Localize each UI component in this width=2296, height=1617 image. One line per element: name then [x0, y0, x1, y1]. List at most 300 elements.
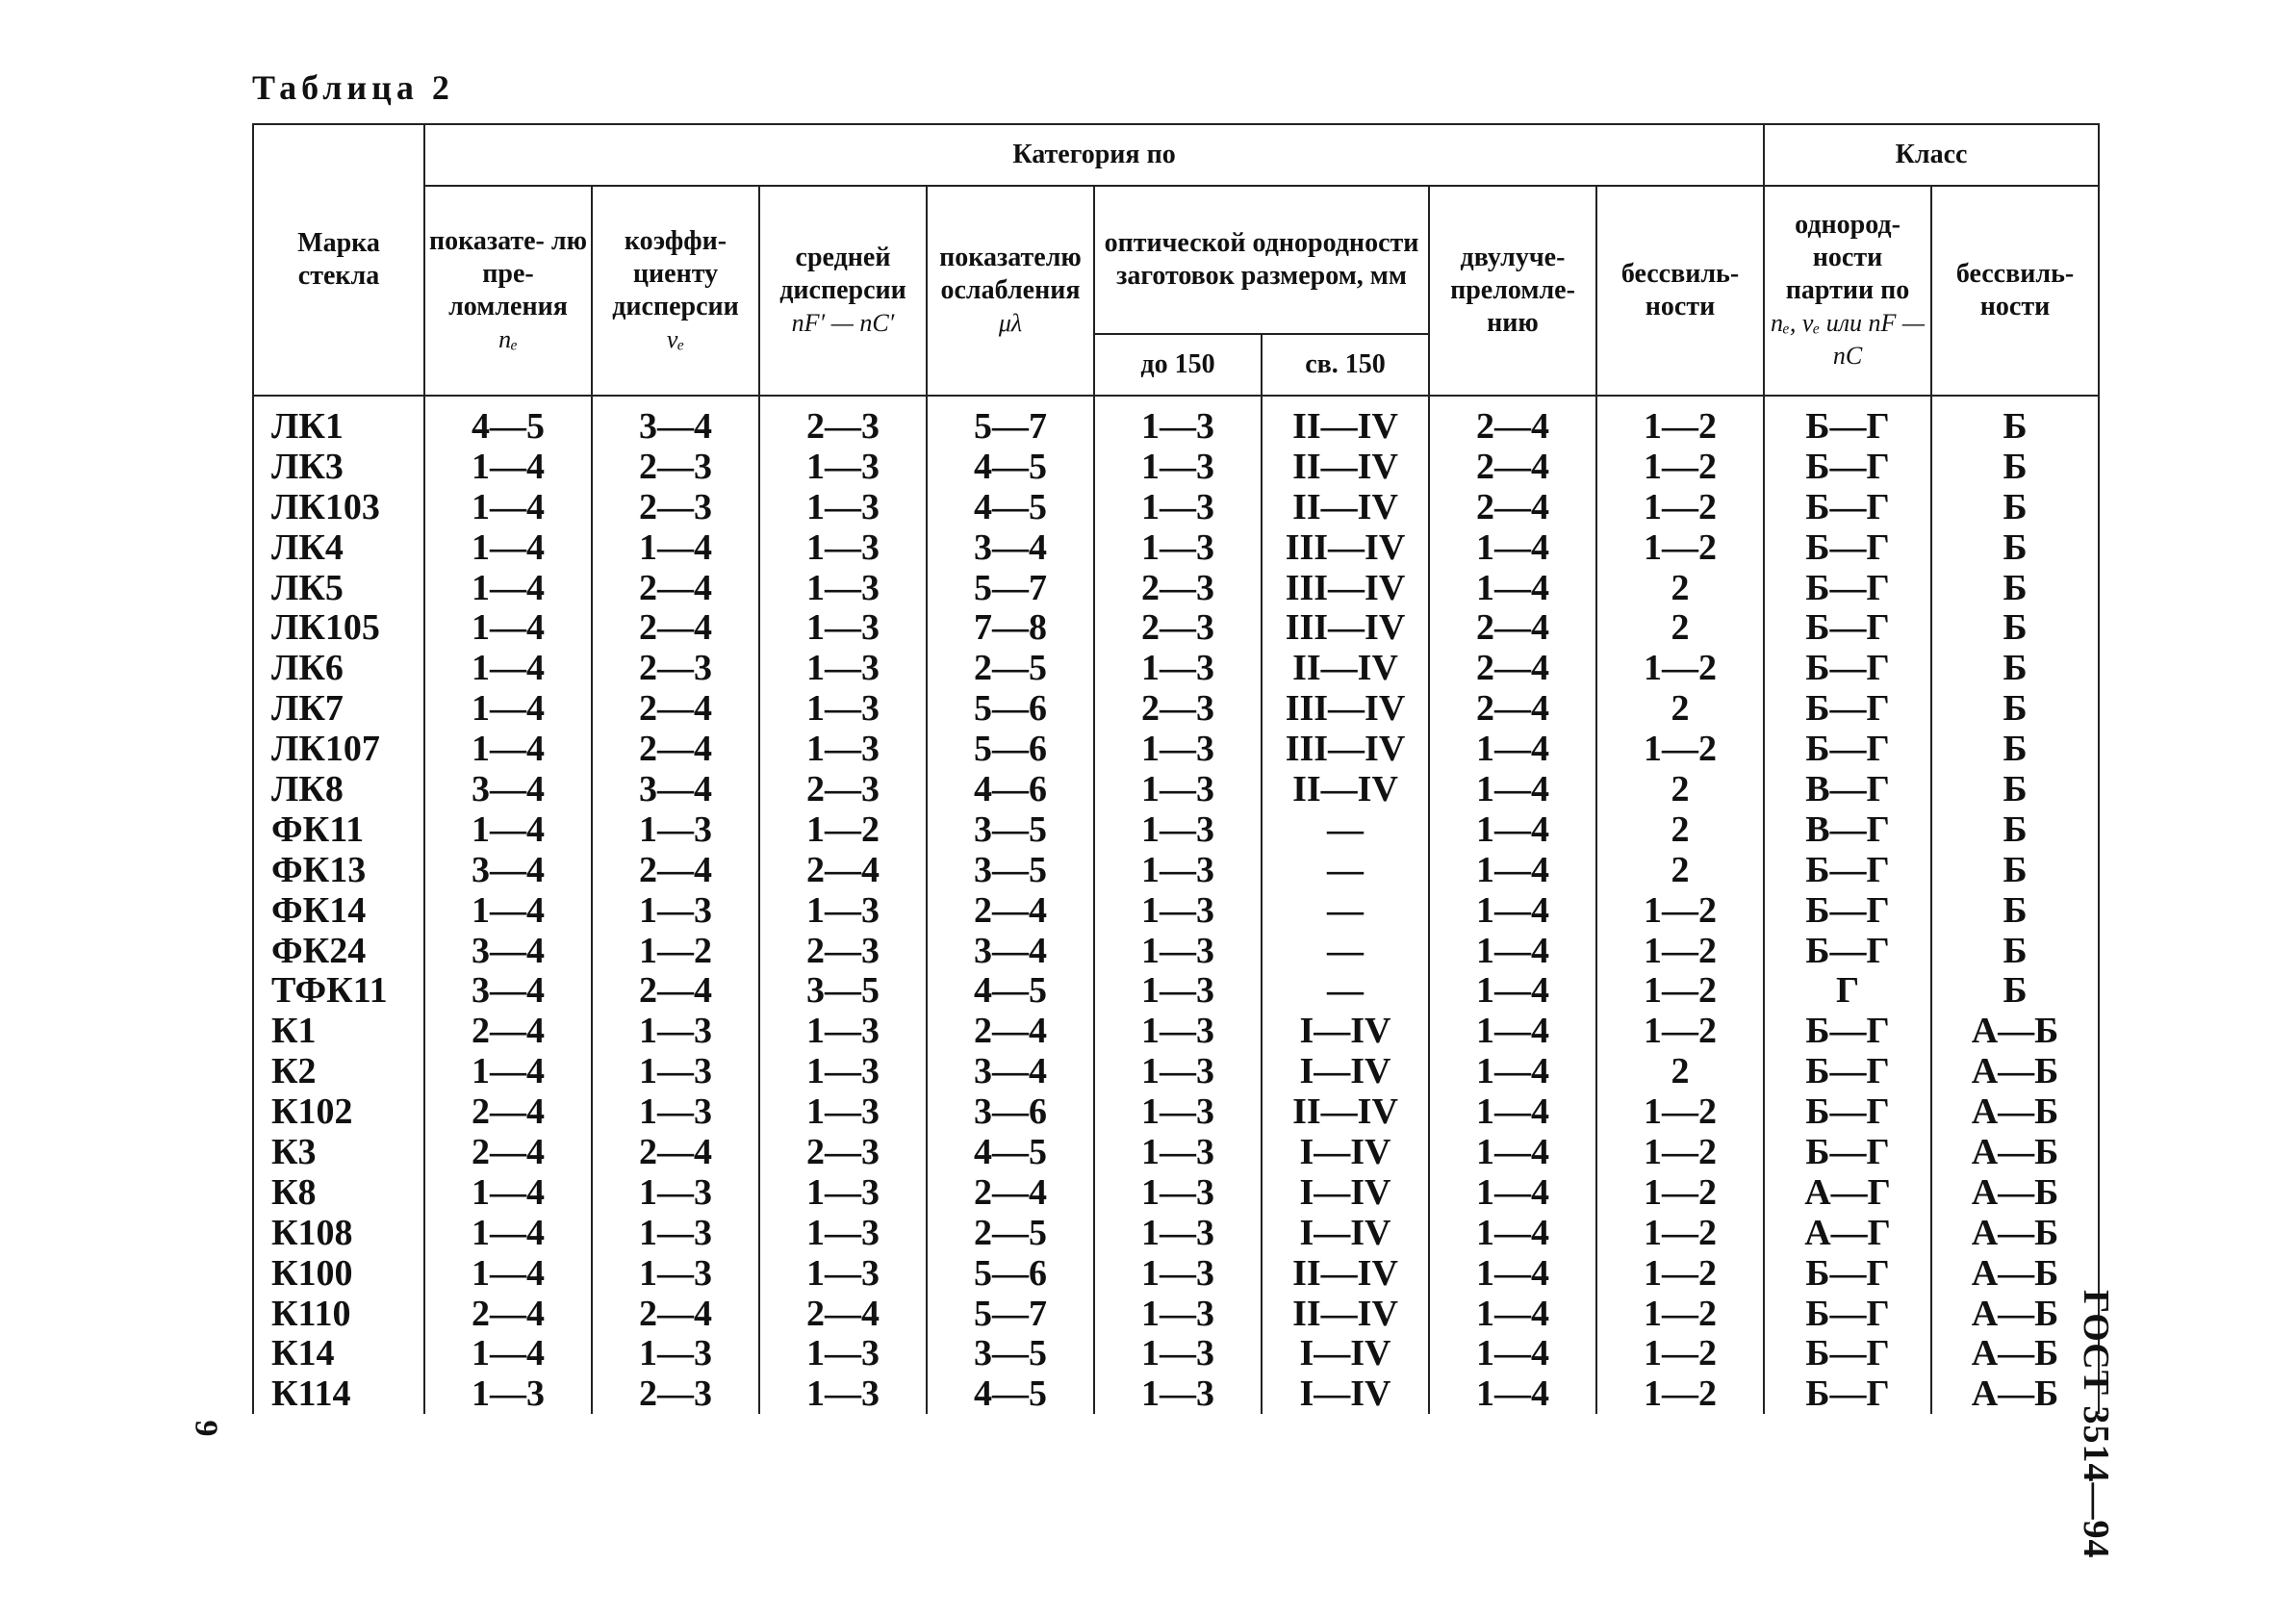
table-cell: Б—Г — [1764, 447, 1931, 487]
table-cell: 2—4 — [592, 568, 759, 608]
table-cell: Б—Г — [1764, 1294, 1931, 1334]
table-cell: 1—3 — [592, 890, 759, 931]
table-cell: 2—4 — [592, 607, 759, 648]
table-cell: 5—6 — [927, 688, 1094, 729]
table-row — [253, 769, 2099, 809]
table-cell: 5—7 — [927, 1294, 1094, 1334]
header-refraction-symbol: nₑ — [498, 325, 518, 353]
table-cell: 1—3 — [1094, 1011, 1262, 1051]
table-cell: 3—4 — [592, 396, 759, 447]
glass-mark-cell: ФК13 — [253, 850, 424, 890]
table-cell: 2—4 — [592, 729, 759, 769]
table-cell: 1—3 — [1094, 1213, 1262, 1253]
table-cell: Б — [1931, 688, 2099, 729]
table-cell: 2—4 — [592, 1132, 759, 1172]
table-cell: 2—4 — [1429, 688, 1596, 729]
table-cell: 1—3 — [592, 1213, 759, 1253]
table-cell: II—IV — [1262, 487, 1429, 527]
table-cell: 1—2 — [1596, 890, 1764, 931]
table-cell: 3—5 — [927, 850, 1094, 890]
glass-mark-cell: К14 — [253, 1333, 424, 1373]
table-cell: 1—3 — [759, 729, 927, 769]
header-class-bubbles: бессвиль- ности — [1931, 186, 2099, 396]
table-cell: 2 — [1596, 607, 1764, 648]
table-row — [253, 1333, 2099, 1373]
table-cell: 1—3 — [759, 1011, 927, 1051]
table-cell: 7—8 — [927, 607, 1094, 648]
table-header — [253, 124, 2099, 396]
table-cell: 1—2 — [1596, 1132, 1764, 1172]
table-cell: 2—3 — [592, 1373, 759, 1414]
table-cell: III—IV — [1262, 527, 1429, 568]
table-row — [253, 1051, 2099, 1091]
table-cell: 1—2 — [1596, 1172, 1764, 1213]
table-cell: Б — [1931, 809, 2099, 850]
table-cell: Б—Г — [1764, 931, 1931, 971]
table-cell: 1—3 — [592, 1253, 759, 1294]
table-cell: 1—4 — [424, 487, 592, 527]
table-cell: 2—4 — [1429, 487, 1596, 527]
table-cell: — — [1262, 809, 1429, 850]
table-cell: 1—3 — [1094, 729, 1262, 769]
table-cell: 1—4 — [1429, 1172, 1596, 1213]
table-cell: А—Б — [1931, 1051, 2099, 1091]
table-cell: Б — [1931, 769, 2099, 809]
table-cell: Б — [1931, 527, 2099, 568]
table-cell: 1—2 — [1596, 648, 1764, 688]
header-dispersion-coef — [592, 186, 759, 396]
table-row — [253, 1011, 2099, 1051]
table-cell: 2—3 — [1094, 607, 1262, 648]
header-attenuation-label: показателю ослабления — [939, 243, 1082, 305]
table-row — [253, 527, 2099, 568]
table-cell: 1—4 — [1429, 1253, 1596, 1294]
table-cell: А—Б — [1931, 1373, 2099, 1414]
table-cell: II—IV — [1262, 447, 1429, 487]
table-cell: 1—4 — [424, 568, 592, 608]
table-cell: 1—3 — [759, 607, 927, 648]
table-cell: II—IV — [1262, 648, 1429, 688]
table-cell: 2 — [1596, 688, 1764, 729]
table-cell: 1—4 — [1429, 527, 1596, 568]
table-cell: 1—4 — [1429, 931, 1596, 971]
table-cell: 1—3 — [1094, 809, 1262, 850]
header-attenuation — [927, 186, 1094, 396]
table-cell: 1—2 — [592, 931, 759, 971]
glass-mark-cell: К1 — [253, 1011, 424, 1051]
table-cell: Б—Г — [1764, 850, 1931, 890]
table-row — [253, 809, 2099, 850]
table-cell: I—IV — [1262, 1172, 1429, 1213]
table-row — [253, 1294, 2099, 1334]
table-row — [253, 1172, 2099, 1213]
table-row — [253, 850, 2099, 890]
table-cell: Б—Г — [1764, 890, 1931, 931]
table-cell: 1—3 — [592, 1091, 759, 1132]
header-mean-dispersion — [759, 186, 927, 396]
table-cell: 1—4 — [1429, 1011, 1596, 1051]
table-row — [253, 648, 2099, 688]
table-cell: 2—4 — [1429, 648, 1596, 688]
table-cell: II—IV — [1262, 769, 1429, 809]
table-row — [253, 729, 2099, 769]
table-cell: 3—4 — [424, 931, 592, 971]
header-class-group: Класс — [1764, 124, 2099, 186]
table-cell: I—IV — [1262, 1051, 1429, 1091]
table-cell: III—IV — [1262, 568, 1429, 608]
table-row — [253, 688, 2099, 729]
table-cell: 1—4 — [424, 1051, 592, 1091]
glass-mark-cell: ЛК5 — [253, 568, 424, 608]
header-dispersion-coef-label: коэффи- циенту дисперсии — [612, 226, 739, 321]
table-cell: А—Г — [1764, 1172, 1931, 1213]
table-cell: Б—Г — [1764, 1333, 1931, 1373]
table-cell: Г — [1764, 970, 1931, 1011]
table-cell: 2—4 — [592, 850, 759, 890]
table-cell: Б—Г — [1764, 1373, 1931, 1414]
table-cell: 1—4 — [1429, 970, 1596, 1011]
table-cell: 1—4 — [1429, 1091, 1596, 1132]
glass-mark-cell: ФК24 — [253, 931, 424, 971]
table-cell: 2—4 — [759, 850, 927, 890]
table-cell: 5—6 — [927, 1253, 1094, 1294]
table-cell: II—IV — [1262, 1294, 1429, 1334]
table-cell: 2—4 — [592, 688, 759, 729]
table-row — [253, 890, 2099, 931]
table-cell: 1—3 — [759, 688, 927, 729]
table-cell: А—Б — [1931, 1294, 2099, 1334]
table-row — [253, 447, 2099, 487]
table-cell: III—IV — [1262, 729, 1429, 769]
table-cell: 2—3 — [759, 769, 927, 809]
table-cell: 1—3 — [1094, 769, 1262, 809]
table-cell: 1—3 — [1094, 1253, 1262, 1294]
table-row — [253, 931, 2099, 971]
table-cell: 1—2 — [1596, 1011, 1764, 1051]
glass-mark-cell: ФК11 — [253, 809, 424, 850]
table-cell: А—Б — [1931, 1253, 2099, 1294]
table-cell: Б—Г — [1764, 568, 1931, 608]
table-cell: 1—4 — [1429, 1132, 1596, 1172]
table-cell: Б — [1931, 568, 2099, 608]
table-cell: Б—Г — [1764, 648, 1931, 688]
table-cell: 1—3 — [1094, 1051, 1262, 1091]
table-row — [253, 607, 2099, 648]
glass-mark-cell: ЛК8 — [253, 769, 424, 809]
table-cell: А—Б — [1931, 1132, 2099, 1172]
glass-mark-cell: ЛК6 — [253, 648, 424, 688]
table-cell: 2—3 — [759, 396, 927, 447]
table-cell: А—Б — [1931, 1333, 2099, 1373]
table-cell: 1—4 — [1429, 1373, 1596, 1414]
table-cell: 1—3 — [1094, 970, 1262, 1011]
glass-properties-table — [252, 123, 2100, 1414]
table-cell: I—IV — [1262, 1373, 1429, 1414]
table-cell: 1—4 — [1429, 568, 1596, 608]
table-cell: 1—2 — [1596, 527, 1764, 568]
table-cell: I—IV — [1262, 1011, 1429, 1051]
table-cell: 2—3 — [1094, 688, 1262, 729]
table-cell: 2—3 — [592, 487, 759, 527]
table-cell: 1—3 — [1094, 1333, 1262, 1373]
glass-mark-cell: К102 — [253, 1091, 424, 1132]
table-cell: Б — [1931, 970, 2099, 1011]
table-cell: А—Б — [1931, 1011, 2099, 1051]
header-size-over-150: св. 150 — [1262, 334, 1429, 396]
table-cell: 1—4 — [424, 890, 592, 931]
table-cell: Б—Г — [1764, 396, 1931, 447]
table-cell: 1—2 — [1596, 396, 1764, 447]
header-class-homogeneity-label: однород- ности партии по — [1785, 210, 1910, 305]
table-cell: Б — [1931, 487, 2099, 527]
table-cell: 1—2 — [1596, 1333, 1764, 1373]
table-cell: 1—2 — [1596, 1294, 1764, 1334]
table-cell: 1—3 — [1094, 527, 1262, 568]
table-cell: 1—3 — [592, 1011, 759, 1051]
glass-mark-cell: ТФК11 — [253, 970, 424, 1011]
table-cell: 2—3 — [759, 1132, 927, 1172]
table-cell: В—Г — [1764, 769, 1931, 809]
table-cell: Б—Г — [1764, 1091, 1931, 1132]
glass-mark-cell: К108 — [253, 1213, 424, 1253]
glass-mark-cell: ФК14 — [253, 890, 424, 931]
table-cell: 2—4 — [592, 970, 759, 1011]
table-cell: 3—4 — [592, 769, 759, 809]
table-cell: 1—3 — [759, 1333, 927, 1373]
table-cell: Б — [1931, 396, 2099, 447]
table-cell: 3—4 — [927, 1051, 1094, 1091]
glass-mark-cell: К8 — [253, 1172, 424, 1213]
table-cell: 1—2 — [1596, 970, 1764, 1011]
table-cell: 1—3 — [1094, 648, 1262, 688]
table-cell: II—IV — [1262, 1253, 1429, 1294]
table-cell: 2—4 — [927, 1011, 1094, 1051]
table-cell: Б—Г — [1764, 487, 1931, 527]
glass-mark-cell: К114 — [253, 1373, 424, 1414]
glass-mark-cell: К110 — [253, 1294, 424, 1334]
table-row — [253, 970, 2099, 1011]
table-row — [253, 396, 2099, 447]
table-cell: 1—2 — [1596, 1213, 1764, 1253]
table-cell: 2 — [1596, 1051, 1764, 1091]
table-cell: 1—2 — [1596, 1253, 1764, 1294]
table-cell: 5—7 — [927, 396, 1094, 447]
table-cell: 5—6 — [927, 729, 1094, 769]
table-cell: 1—4 — [1429, 1294, 1596, 1334]
table-cell: 4—5 — [927, 487, 1094, 527]
table-cell: 3—4 — [424, 769, 592, 809]
table-cell: 2—4 — [592, 1294, 759, 1334]
table-cell: 2 — [1596, 850, 1764, 890]
table-row — [253, 487, 2099, 527]
table-cell: 1—3 — [592, 1051, 759, 1091]
table-cell: II—IV — [1262, 1091, 1429, 1132]
table-cell: 2—4 — [927, 890, 1094, 931]
table-cell: Б — [1931, 447, 2099, 487]
header-mark: Марка стекла — [253, 124, 424, 396]
header-dispersion-coef-symbol: νₑ — [666, 325, 685, 353]
table-cell: 2 — [1596, 769, 1764, 809]
table-cell: Б—Г — [1764, 729, 1931, 769]
table-cell: 1—4 — [424, 1213, 592, 1253]
table-row — [253, 1253, 2099, 1294]
table-cell: 1—2 — [1596, 729, 1764, 769]
header-birefringence: двулуче- преломле- нию — [1429, 186, 1596, 396]
table-caption: Таблица 2 — [252, 68, 454, 107]
table-row — [253, 1132, 2099, 1172]
table-cell: 1—3 — [1094, 1172, 1262, 1213]
table-row — [253, 1091, 2099, 1132]
table-cell: 3—4 — [424, 970, 592, 1011]
table-cell: 2—4 — [759, 1294, 927, 1334]
page-number: 9 — [188, 1420, 224, 1437]
table-cell: 2—4 — [424, 1294, 592, 1334]
glass-mark-cell: ЛК1 — [253, 396, 424, 447]
table-cell: 1—4 — [424, 809, 592, 850]
table-cell: 2—5 — [927, 648, 1094, 688]
table-cell: 1—3 — [759, 1051, 927, 1091]
table-cell: 1—2 — [1596, 487, 1764, 527]
table-cell: 5—7 — [927, 568, 1094, 608]
table-cell: 1—4 — [424, 607, 592, 648]
table-cell: 4—5 — [927, 1132, 1094, 1172]
glass-mark-cell: ЛК105 — [253, 607, 424, 648]
glass-mark-cell: ЛК4 — [253, 527, 424, 568]
table-cell: 1—3 — [424, 1373, 592, 1414]
table-cell: 2—3 — [592, 648, 759, 688]
table-cell: Б—Г — [1764, 1051, 1931, 1091]
glass-mark-cell: ЛК7 — [253, 688, 424, 729]
table-cell: I—IV — [1262, 1333, 1429, 1373]
table-cell: 1—3 — [759, 890, 927, 931]
table-cell: 1—3 — [1094, 1132, 1262, 1172]
table-cell: 1—3 — [1094, 1294, 1262, 1334]
standard-label: ГОСТ 3514—94 — [2076, 1290, 2116, 1559]
glass-mark-cell: К3 — [253, 1132, 424, 1172]
header-mean-dispersion-symbol: nF′ — nC′ — [791, 309, 895, 337]
table-cell: 3—4 — [927, 931, 1094, 971]
table-cell: 1—3 — [1094, 850, 1262, 890]
table-cell: 1—4 — [1429, 809, 1596, 850]
table-cell: 1—3 — [592, 809, 759, 850]
table-cell: 1—2 — [1596, 1091, 1764, 1132]
table-cell: 4—5 — [927, 1373, 1094, 1414]
table-cell: 1—3 — [759, 1091, 927, 1132]
table-cell: 2 — [1596, 568, 1764, 608]
table-cell: 1—3 — [759, 447, 927, 487]
table-cell: Б — [1931, 607, 2099, 648]
glass-mark-cell: К2 — [253, 1051, 424, 1091]
table-cell: — — [1262, 890, 1429, 931]
header-refraction — [424, 186, 592, 396]
table-cell: 1—4 — [424, 527, 592, 568]
table-cell: 1—3 — [759, 648, 927, 688]
glass-mark-cell: К100 — [253, 1253, 424, 1294]
table-cell: Б—Г — [1764, 1253, 1931, 1294]
table-cell: Б — [1931, 890, 2099, 931]
header-class-homogeneity-symbol: nₑ, νₑ или nF — nC — [1771, 309, 1926, 370]
table-cell: 4—5 — [424, 396, 592, 447]
table-cell: 1—3 — [759, 1253, 927, 1294]
table-row — [253, 1373, 2099, 1414]
table-cell: 4—6 — [927, 769, 1094, 809]
table-cell: 1—2 — [1596, 931, 1764, 971]
table-cell: 1—3 — [1094, 396, 1262, 447]
table-cell: 1—4 — [424, 648, 592, 688]
table-cell: 1—2 — [1596, 1373, 1764, 1414]
table-cell: А—Г — [1764, 1213, 1931, 1253]
table-cell: 1—3 — [759, 487, 927, 527]
glass-mark-cell: ЛК3 — [253, 447, 424, 487]
table-cell: 1—4 — [424, 1172, 592, 1213]
table-cell: 2—4 — [1429, 607, 1596, 648]
table-cell: 1—4 — [1429, 850, 1596, 890]
table-cell: 2—3 — [759, 931, 927, 971]
table-cell: 2—4 — [424, 1132, 592, 1172]
table-cell: 2—3 — [1094, 568, 1262, 608]
table-cell: 1—2 — [759, 809, 927, 850]
header-refraction-label: показате- лю пре- ломления — [429, 226, 587, 321]
table-cell: 2—3 — [592, 447, 759, 487]
table-cell: 2—4 — [424, 1091, 592, 1132]
table-cell: 2—4 — [1429, 447, 1596, 487]
table-cell: 1—3 — [759, 1373, 927, 1414]
table-cell: 1—4 — [1429, 1333, 1596, 1373]
table-cell: Б—Г — [1764, 1011, 1931, 1051]
glass-mark-cell: ЛК103 — [253, 487, 424, 527]
table-cell: 1—4 — [424, 1253, 592, 1294]
header-bubbles: бессвиль- ности — [1596, 186, 1764, 396]
table-row — [253, 568, 2099, 608]
table-cell: Б — [1931, 648, 2099, 688]
table-cell: 1—3 — [1094, 447, 1262, 487]
table-cell: 2—4 — [927, 1172, 1094, 1213]
table-cell: III—IV — [1262, 607, 1429, 648]
table-row — [253, 1213, 2099, 1253]
table-cell: А—Б — [1931, 1213, 2099, 1253]
table-cell: А—Б — [1931, 1172, 2099, 1213]
table-cell: 1—4 — [1429, 1051, 1596, 1091]
header-optical-homogeneity: оптической однородности заготовок размером, мм — [1094, 186, 1429, 334]
table-cell: 1—3 — [1094, 890, 1262, 931]
table-cell: 1—3 — [759, 1213, 927, 1253]
table-cell: 1—4 — [592, 527, 759, 568]
table-cell: III—IV — [1262, 688, 1429, 729]
glass-mark-cell: ЛК107 — [253, 729, 424, 769]
table-cell: Б — [1931, 850, 2099, 890]
table-cell: 3—4 — [927, 527, 1094, 568]
header-size-up-to-150: до 150 — [1094, 334, 1262, 396]
header-mean-dispersion-label: средней дисперсии — [779, 243, 906, 305]
table-cell: 1—4 — [424, 447, 592, 487]
table-cell: Б—Г — [1764, 527, 1931, 568]
table-cell: В—Г — [1764, 809, 1931, 850]
table-cell: 1—3 — [759, 527, 927, 568]
table-cell: 1—4 — [424, 729, 592, 769]
table-cell: А—Б — [1931, 1091, 2099, 1132]
header-class-homogeneity — [1764, 186, 1931, 396]
table-cell: I—IV — [1262, 1213, 1429, 1253]
table-cell: — — [1262, 931, 1429, 971]
table-cell: 2 — [1596, 809, 1764, 850]
table-cell: Б—Г — [1764, 1132, 1931, 1172]
table-cell: I—IV — [1262, 1132, 1429, 1172]
table-cell: Б—Г — [1764, 607, 1931, 648]
table-cell: 3—5 — [927, 809, 1094, 850]
table-cell: 1—3 — [759, 1172, 927, 1213]
table-cell: 1—3 — [759, 568, 927, 608]
table-cell: 3—4 — [424, 850, 592, 890]
